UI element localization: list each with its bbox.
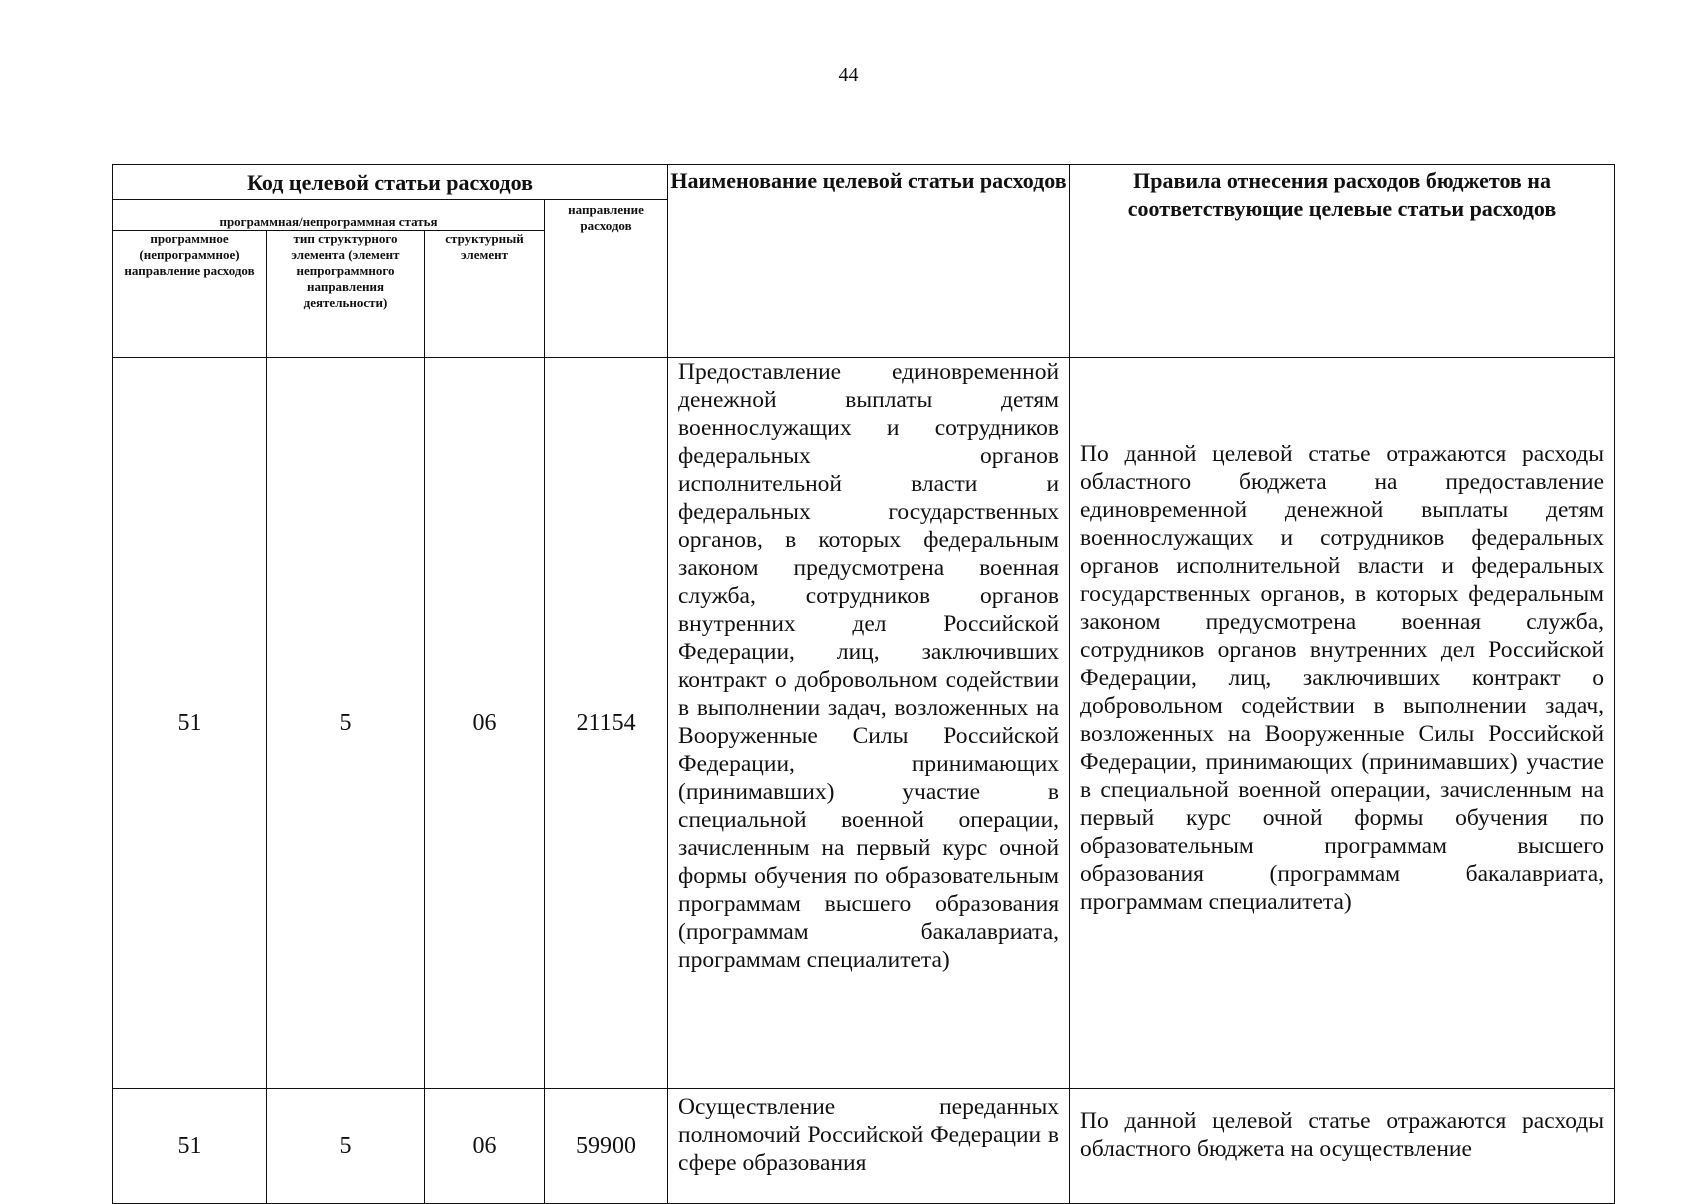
program-group-header: программная/непрограммная статья — [113, 200, 545, 231]
budget-table — [112, 164, 1615, 1204]
code-header: Код целевой статьи расходов — [113, 165, 668, 200]
direction-code-cell: 21154 — [545, 358, 668, 1089]
program-code-cell: 51 — [113, 1089, 267, 1204]
sub-type-header: тип структурного элемента (элемент непрограммного направления деятельности) — [267, 231, 425, 358]
program-code-cell: 51 — [113, 358, 267, 1089]
type-code-cell: 5 — [267, 1089, 425, 1204]
expense-rule-cell: По данной целевой статье отражаются расходы областного бюджета на предоставление единовременной денежной выплаты детям военнослужащих и сотрудников федеральных органов исполнительной власти и федеральных государственных органов, в которых федеральным законом предусмотрена военная служба, сотрудников органов внутренних дел Российской Федерации, лиц, заключивших контракт о добровольном содействии в выполнении задач, возложенных на Вооруженные Силы Российской Федерации, принимающих (принимавших) участие в специальной военной операции, зачисленным на первый курс очной формы обучения по образовательным программам высшего образования (программам бакалавриата, программам специалитета) — [1070, 358, 1615, 1089]
sub-program-header: программное (непрограммное) направление расходов — [113, 231, 267, 358]
element-code-cell: 06 — [425, 1089, 545, 1204]
page-number: 44 — [838, 64, 859, 86]
direction-header: направление расходов — [545, 200, 668, 358]
expense-rule-cell: По данной целевой статье отражаются расходы областного бюджета на осуществление — [1070, 1089, 1615, 1204]
name-header: Наименование целевой статьи расходов — [668, 165, 1070, 358]
sub-element-header: структурный элемент — [425, 231, 545, 358]
expense-name-cell: Осуществление переданных полномочий Российской Федерации в сфере образования — [668, 1089, 1070, 1204]
rules-header: Правила отнесения расходов бюджетов на соответствующие целевые статьи расходов — [1070, 165, 1615, 358]
table-row — [113, 358, 1615, 1089]
type-code-cell: 5 — [267, 358, 425, 1089]
element-code-cell: 06 — [425, 358, 545, 1089]
header-row-1 — [113, 165, 1615, 200]
table-row — [113, 1089, 1615, 1204]
direction-code-cell: 59900 — [545, 1089, 668, 1204]
expense-name-cell: Предоставление единовременной денежной выплаты детям военнослужащих и сотрудников федеральных органов исполнительной власти и федеральных государственных органов, в которых федеральным законом предусмотрена военная служба, сотрудников органов внутренних дел Российской Федерации, лиц, заключивших контракт о добровольном содействии в выполнении задач, возложенных на Вооруженные Силы Российской Федерации, принимающих (принимавших) участие в специальной военной операции, зачисленным на первый курс очной формы обучения по образовательным программам высшего образования (программам бакалавриата, программам специалитета) — [668, 358, 1070, 1089]
